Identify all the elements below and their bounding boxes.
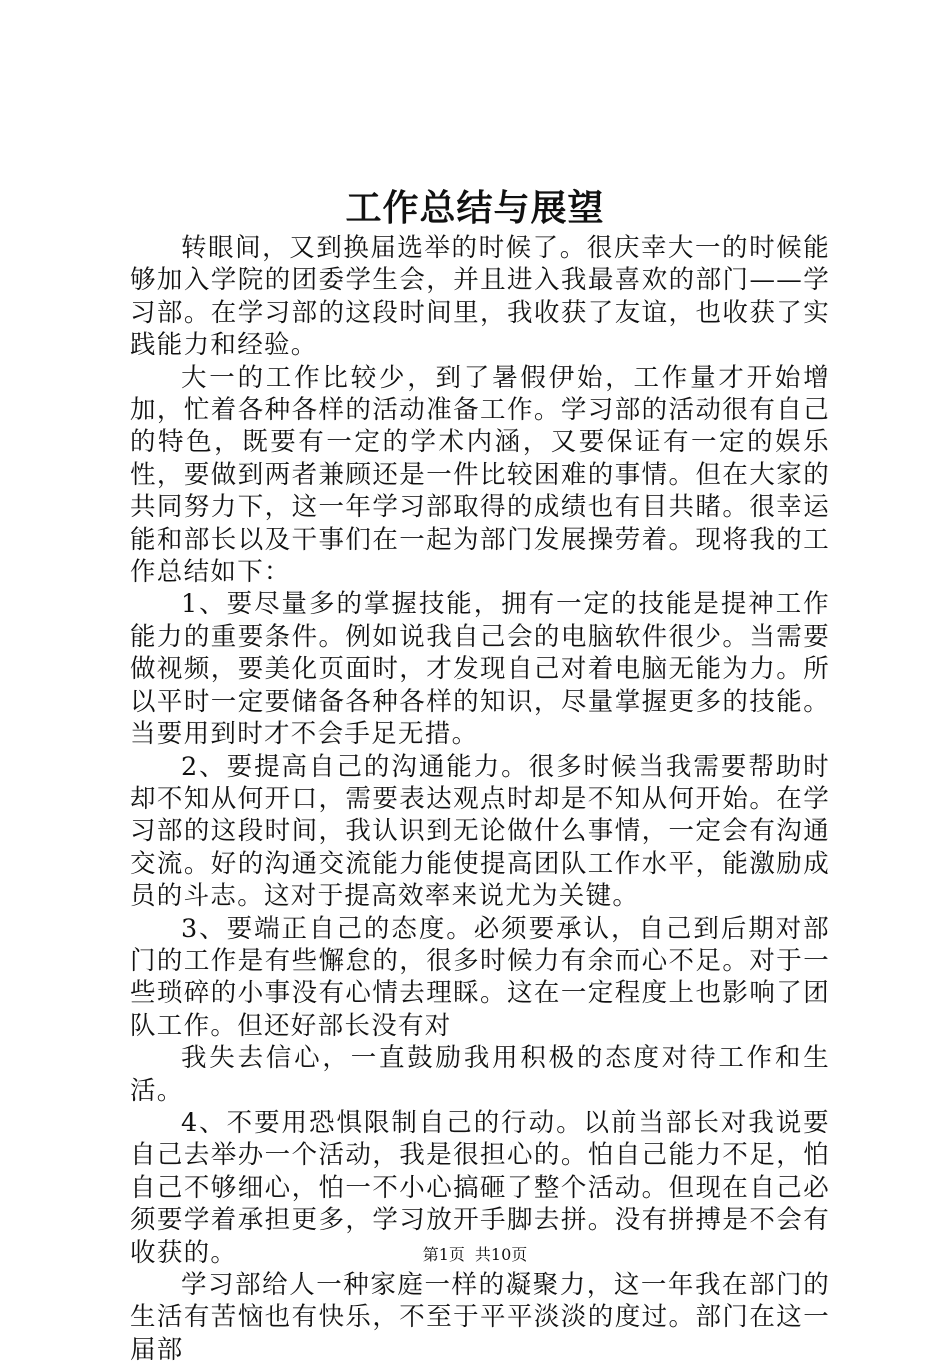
paragraph-point-3-continued: 我失去信心，一直鼓励我用积极的态度对待工作和生活。 xyxy=(130,1043,830,1106)
paragraph-point-1: 1、要尽量多的掌握技能，拥有一定的技能是提神工作能力的重要条件。例如说我自己会的电脑软件很少。当需要做视频，要美化页面时，才发现自己对着电脑无能为力。所以平时一定要储备各种各样的知识，尽量掌握更多的技能。当要用到时才不会手足无措。 xyxy=(130,589,830,750)
paragraph-point-4: 4、不要用恐惧限制自己的行动。以前当部长对我说要自己去举办一个活动，我是很担心的。怕自己能力不足，怕自己不够细心，怕一不小心搞砸了整个活动。但现在自己必须要学着承担更多，学习放开手脚去拼。没有拼搏是不会有收获的。 xyxy=(130,1107,830,1268)
paragraph-point-3: 3、要端正自己的态度。必须要承认，自己到后期对部门的工作是有些懈怠的，很多时候力有余而心不足。对于一些琐碎的小事没有心情去理睬。这在一定程度上也影响了团队工作。但还好部长没有对 xyxy=(130,913,830,1041)
paragraph-point-2: 2、要提高自己的沟通能力。很多时候当我需要帮助时却不知从何开口，需要表达观点时却是不知从何开始。在学习部的这段时间，我认识到无论做什么事情，一定会有沟通交流。好的沟通交流能力能使提高团队工作水平，能激励成员的斗志。这对于提高效率来说尤为关键。 xyxy=(130,751,830,912)
page-number-total: 共10页 xyxy=(474,1245,528,1264)
document-title: 工作总结与展望 xyxy=(345,187,605,229)
page-number-current: 第1页 xyxy=(422,1245,465,1264)
paragraph-closing: 学习部给人一种家庭一样的凝聚力，这一年我在部门的生活有苦恼也有快乐，不至于平平淡淡的度过。部门在这一届部 xyxy=(130,1270,830,1365)
paragraph-overview: 大一的工作比较少，到了暑假伊始，工作量才开始增加，忙着各种各样的活动准备工作。学习部的活动很有自己的特色，既要有一定的学术内涵，又要保证有一定的娱乐性，要做到两者兼顾还是一件比较困难的事情。但在大家的共同努力下，这一年学习部取得的成绩也有目共睹。很幸运能和部长以及干事们在一起为部门发展操劳着。现将我的工作总结如下： xyxy=(130,362,830,588)
document-body xyxy=(130,232,830,1366)
paragraph-intro: 转眼间，又到换届选举的时候了。很庆幸大一的时候能够加入学院的团委学生会，并且进入我最喜欢的部门——学习部。在学习部的这段时间里，我收获了友谊，也收获了实践能力和经验。 xyxy=(130,233,830,361)
page-footer xyxy=(0,1243,950,1267)
